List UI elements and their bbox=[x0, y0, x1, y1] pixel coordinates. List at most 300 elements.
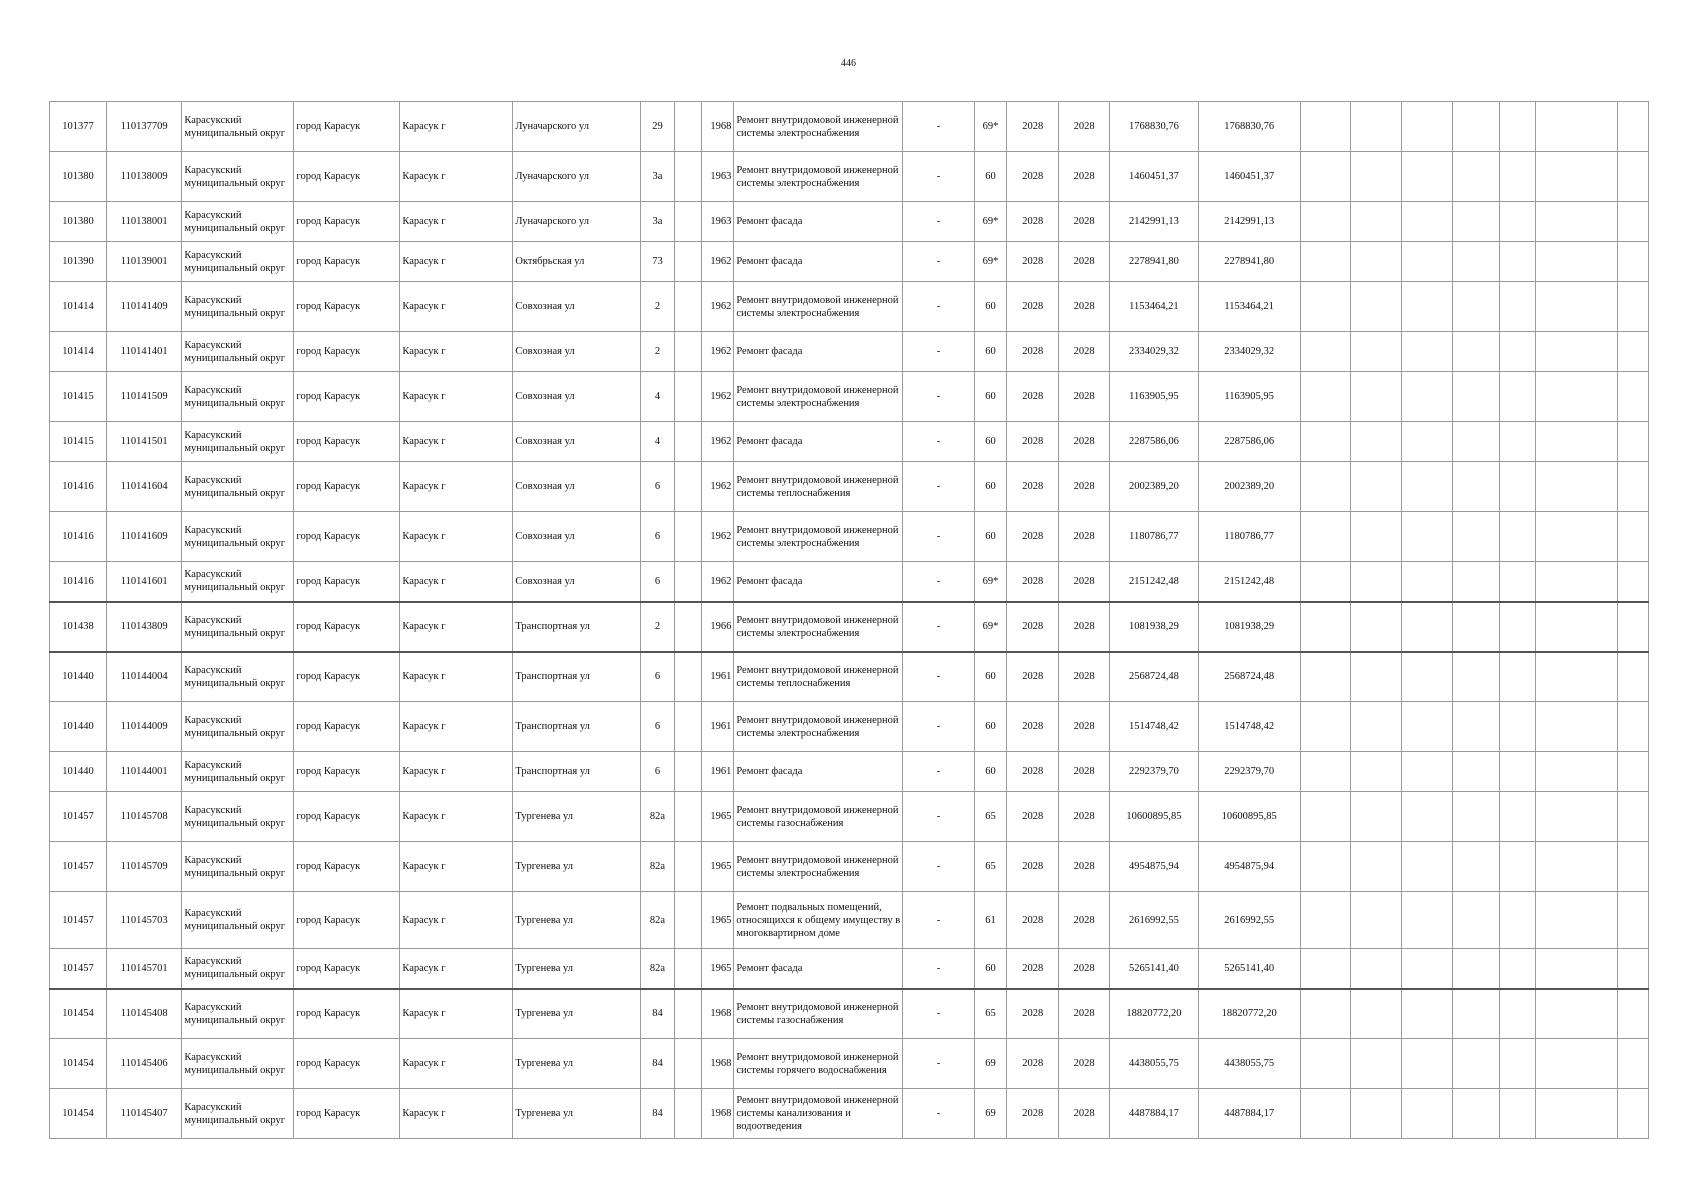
cell-empty bbox=[1535, 892, 1617, 949]
cell-empty bbox=[1535, 422, 1617, 462]
cell-work-type: Ремонт внутридомовой инженерной системы электроснабжения bbox=[734, 842, 903, 892]
table-row bbox=[50, 152, 1649, 202]
cell-empty bbox=[1535, 372, 1617, 422]
cell-empty bbox=[675, 702, 701, 752]
cell-empty bbox=[675, 842, 701, 892]
cell-empty bbox=[1618, 562, 1649, 602]
cell-empty bbox=[675, 892, 701, 949]
cell-empty bbox=[1351, 702, 1402, 752]
cell-settlement: город Карасук bbox=[294, 462, 400, 512]
cell-district: Карасукский муниципальный округ bbox=[182, 462, 294, 512]
cell-empty bbox=[1535, 512, 1617, 562]
cell-work-type: Ремонт внутридомовой инженерной системы теплоснабжения bbox=[734, 462, 903, 512]
cell-empty bbox=[1618, 892, 1649, 949]
cell-empty bbox=[1402, 282, 1453, 332]
cell-code: 110145708 bbox=[107, 792, 182, 842]
cell-year: 1965 bbox=[701, 949, 734, 989]
cell-house: 4 bbox=[640, 372, 675, 422]
cell-code: 110144004 bbox=[107, 652, 182, 702]
cell-empty bbox=[1351, 202, 1402, 242]
cell-work-type: Ремонт подвальных помещений, относящихся к общему имуществу в многоквартирном доме bbox=[734, 892, 903, 949]
cell-house: 84 bbox=[640, 989, 675, 1039]
cell-empty bbox=[1453, 422, 1500, 462]
cell-empty bbox=[675, 372, 701, 422]
cell-locality: Карасук г bbox=[400, 512, 513, 562]
cell-wear: 60 bbox=[974, 282, 1007, 332]
cell-work-type: Ремонт фасада bbox=[734, 242, 903, 282]
cell-code: 110141401 bbox=[107, 332, 182, 372]
cell-locality: Карасук г bbox=[400, 702, 513, 752]
cell-cost-total: 1514748,42 bbox=[1198, 702, 1300, 752]
cell-work-type: Ремонт фасада bbox=[734, 422, 903, 462]
cell-street: Тургенева ул bbox=[513, 792, 640, 842]
cell-empty bbox=[1351, 102, 1402, 152]
cell-locality: Карасук г bbox=[400, 332, 513, 372]
cell-house: 4 bbox=[640, 422, 675, 462]
cell-empty bbox=[1300, 332, 1351, 372]
cell-district: Карасукский муниципальный округ bbox=[182, 1089, 294, 1139]
cell-empty bbox=[1618, 989, 1649, 1039]
cell-street: Луначарского ул bbox=[513, 102, 640, 152]
cell-empty bbox=[1618, 372, 1649, 422]
table-row bbox=[50, 602, 1649, 652]
cell-dash: - bbox=[903, 949, 974, 989]
cell-locality: Карасук г bbox=[400, 842, 513, 892]
cell-code: 110137709 bbox=[107, 102, 182, 152]
cell-locality: Карасук г bbox=[400, 989, 513, 1039]
table-row bbox=[50, 792, 1649, 842]
cell-empty bbox=[1402, 892, 1453, 949]
cell-empty bbox=[1618, 242, 1649, 282]
cell-empty bbox=[1453, 282, 1500, 332]
cell-id: 101390 bbox=[50, 242, 107, 282]
cell-cost: 18820772,20 bbox=[1110, 989, 1199, 1039]
cell-year-end: 2028 bbox=[1059, 202, 1110, 242]
cell-empty bbox=[1500, 702, 1536, 752]
cell-empty bbox=[1500, 372, 1536, 422]
cell-empty bbox=[1402, 332, 1453, 372]
cell-empty bbox=[1402, 1039, 1453, 1089]
cell-year: 1962 bbox=[701, 282, 734, 332]
cell-locality: Карасук г bbox=[400, 752, 513, 792]
cell-work-type: Ремонт внутридомовой инженерной системы электроснабжения bbox=[734, 702, 903, 752]
cell-cost: 10600895,85 bbox=[1110, 792, 1199, 842]
cell-year: 1962 bbox=[701, 422, 734, 462]
cell-cost: 2151242,48 bbox=[1110, 562, 1199, 602]
cell-empty bbox=[1618, 602, 1649, 652]
cell-cost-total: 1180786,77 bbox=[1198, 512, 1300, 562]
cell-empty bbox=[675, 792, 701, 842]
cell-dash: - bbox=[903, 372, 974, 422]
cell-year-start: 2028 bbox=[1007, 1039, 1059, 1089]
cell-wear: 65 bbox=[974, 792, 1007, 842]
cell-empty bbox=[1300, 602, 1351, 652]
cell-street: Совхозная ул bbox=[513, 512, 640, 562]
cell-empty bbox=[1535, 1039, 1617, 1089]
cell-cost: 4487884,17 bbox=[1110, 1089, 1199, 1139]
cell-empty bbox=[1402, 102, 1453, 152]
cell-year-start: 2028 bbox=[1007, 102, 1059, 152]
cell-year-start: 2028 bbox=[1007, 792, 1059, 842]
table-row bbox=[50, 752, 1649, 792]
cell-year-end: 2028 bbox=[1059, 462, 1110, 512]
cell-cost-total: 1081938,29 bbox=[1198, 602, 1300, 652]
cell-id: 101380 bbox=[50, 152, 107, 202]
cell-empty bbox=[675, 989, 701, 1039]
cell-id: 101416 bbox=[50, 562, 107, 602]
cell-empty bbox=[1351, 242, 1402, 282]
cell-district: Карасукский муниципальный округ bbox=[182, 949, 294, 989]
cell-year-end: 2028 bbox=[1059, 1089, 1110, 1139]
cell-cost-total: 2151242,48 bbox=[1198, 562, 1300, 602]
cell-empty bbox=[1618, 792, 1649, 842]
cell-empty bbox=[1453, 562, 1500, 602]
cell-empty bbox=[1300, 792, 1351, 842]
cell-year-start: 2028 bbox=[1007, 949, 1059, 989]
cell-empty bbox=[1300, 892, 1351, 949]
cell-settlement: город Карасук bbox=[294, 1039, 400, 1089]
cell-year-end: 2028 bbox=[1059, 372, 1110, 422]
cell-work-type: Ремонт фасада bbox=[734, 562, 903, 602]
cell-id: 101454 bbox=[50, 989, 107, 1039]
table-row bbox=[50, 949, 1649, 989]
cell-code: 110141601 bbox=[107, 562, 182, 602]
cell-code: 110141409 bbox=[107, 282, 182, 332]
cell-code: 110144009 bbox=[107, 702, 182, 752]
cell-locality: Карасук г bbox=[400, 792, 513, 842]
cell-empty bbox=[1402, 372, 1453, 422]
cell-empty bbox=[1500, 1089, 1536, 1139]
cell-district: Карасукский муниципальный округ bbox=[182, 202, 294, 242]
cell-year: 1968 bbox=[701, 1039, 734, 1089]
cell-work-type: Ремонт внутридомовой инженерной системы электроснабжения bbox=[734, 102, 903, 152]
cell-empty bbox=[1453, 242, 1500, 282]
cell-cost-total: 2278941,80 bbox=[1198, 242, 1300, 282]
cell-empty bbox=[1351, 372, 1402, 422]
cell-year: 1962 bbox=[701, 462, 734, 512]
cell-district: Карасукский муниципальный округ bbox=[182, 562, 294, 602]
cell-district: Карасукский муниципальный округ bbox=[182, 652, 294, 702]
cell-empty bbox=[1351, 1039, 1402, 1089]
cell-code: 110141509 bbox=[107, 372, 182, 422]
cell-work-type: Ремонт фасада bbox=[734, 949, 903, 989]
cell-year: 1968 bbox=[701, 989, 734, 1039]
cell-settlement: город Карасук bbox=[294, 282, 400, 332]
cell-wear: 60 bbox=[974, 152, 1007, 202]
cell-empty bbox=[1300, 422, 1351, 462]
cell-cost: 1514748,42 bbox=[1110, 702, 1199, 752]
cell-locality: Карасук г bbox=[400, 1089, 513, 1139]
cell-empty bbox=[1618, 1039, 1649, 1089]
cell-empty bbox=[1402, 512, 1453, 562]
cell-cost-total: 1153464,21 bbox=[1198, 282, 1300, 332]
cell-empty bbox=[1300, 202, 1351, 242]
table-row bbox=[50, 1089, 1649, 1139]
cell-id: 101416 bbox=[50, 512, 107, 562]
cell-empty bbox=[1402, 602, 1453, 652]
cell-year: 1962 bbox=[701, 242, 734, 282]
cell-wear: 65 bbox=[974, 842, 1007, 892]
cell-empty bbox=[1402, 152, 1453, 202]
cell-wear: 69* bbox=[974, 602, 1007, 652]
cell-empty bbox=[1500, 242, 1536, 282]
cell-empty bbox=[1618, 102, 1649, 152]
cell-empty bbox=[1402, 1089, 1453, 1139]
cell-year-start: 2028 bbox=[1007, 702, 1059, 752]
table-row bbox=[50, 702, 1649, 752]
cell-code: 110141501 bbox=[107, 422, 182, 462]
cell-house: 82а bbox=[640, 842, 675, 892]
cell-house: 2 bbox=[640, 602, 675, 652]
cell-year-start: 2028 bbox=[1007, 372, 1059, 422]
cell-locality: Карасук г bbox=[400, 422, 513, 462]
cell-work-type: Ремонт внутридомовой инженерной системы электроснабжения bbox=[734, 512, 903, 562]
cell-empty bbox=[1402, 562, 1453, 602]
cell-house: 6 bbox=[640, 702, 675, 752]
cell-dash: - bbox=[903, 102, 974, 152]
cell-year-end: 2028 bbox=[1059, 602, 1110, 652]
cell-house: 3а bbox=[640, 152, 675, 202]
cell-year-end: 2028 bbox=[1059, 332, 1110, 372]
cell-year-end: 2028 bbox=[1059, 282, 1110, 332]
cell-year-start: 2028 bbox=[1007, 989, 1059, 1039]
cell-year: 1968 bbox=[701, 102, 734, 152]
table-row bbox=[50, 242, 1649, 282]
cell-empty bbox=[1535, 1089, 1617, 1139]
cell-wear: 60 bbox=[974, 422, 1007, 462]
cell-house: 29 bbox=[640, 102, 675, 152]
table-row bbox=[50, 1039, 1649, 1089]
cell-empty bbox=[1300, 1089, 1351, 1139]
cell-id: 101457 bbox=[50, 792, 107, 842]
cell-id: 101414 bbox=[50, 282, 107, 332]
cell-street: Тургенева ул bbox=[513, 842, 640, 892]
cell-empty bbox=[1402, 842, 1453, 892]
cell-code: 110145407 bbox=[107, 1089, 182, 1139]
cell-house: 6 bbox=[640, 652, 675, 702]
cell-dash: - bbox=[903, 462, 974, 512]
table-row bbox=[50, 562, 1649, 602]
cell-work-type: Ремонт внутридомовой инженерной системы электроснабжения bbox=[734, 602, 903, 652]
cell-cost: 2292379,70 bbox=[1110, 752, 1199, 792]
cell-empty bbox=[1453, 752, 1500, 792]
cell-empty bbox=[1618, 462, 1649, 512]
cell-street: Совхозная ул bbox=[513, 282, 640, 332]
cell-locality: Карасук г bbox=[400, 242, 513, 282]
table-row bbox=[50, 892, 1649, 949]
cell-empty bbox=[1500, 1039, 1536, 1089]
cell-year-start: 2028 bbox=[1007, 652, 1059, 702]
cell-cost: 1460451,37 bbox=[1110, 152, 1199, 202]
cell-cost-total: 1768830,76 bbox=[1198, 102, 1300, 152]
cell-wear: 69* bbox=[974, 202, 1007, 242]
cell-empty bbox=[675, 652, 701, 702]
cell-year: 1966 bbox=[701, 602, 734, 652]
cell-empty bbox=[1618, 1089, 1649, 1139]
cell-street: Луначарского ул bbox=[513, 202, 640, 242]
cell-year-end: 2028 bbox=[1059, 792, 1110, 842]
cell-work-type: Ремонт фасада bbox=[734, 752, 903, 792]
cell-empty bbox=[1453, 512, 1500, 562]
cell-empty bbox=[1300, 152, 1351, 202]
cell-wear: 60 bbox=[974, 512, 1007, 562]
cell-year-end: 2028 bbox=[1059, 102, 1110, 152]
cell-year-start: 2028 bbox=[1007, 562, 1059, 602]
cell-empty bbox=[1500, 989, 1536, 1039]
cell-settlement: город Карасук bbox=[294, 842, 400, 892]
cell-empty bbox=[1300, 842, 1351, 892]
cell-empty bbox=[1453, 1039, 1500, 1089]
cell-empty bbox=[675, 282, 701, 332]
cell-empty bbox=[1535, 202, 1617, 242]
cell-dash: - bbox=[903, 792, 974, 842]
cell-empty bbox=[1618, 512, 1649, 562]
cell-locality: Карасук г bbox=[400, 562, 513, 602]
cell-district: Карасукский муниципальный округ bbox=[182, 422, 294, 462]
cell-empty bbox=[1351, 462, 1402, 512]
cell-id: 101416 bbox=[50, 462, 107, 512]
cell-year-start: 2028 bbox=[1007, 602, 1059, 652]
cell-house: 82а bbox=[640, 949, 675, 989]
cell-wear: 69* bbox=[974, 562, 1007, 602]
cell-cost: 2142991,13 bbox=[1110, 202, 1199, 242]
cell-district: Карасукский муниципальный округ bbox=[182, 242, 294, 282]
cell-year-start: 2028 bbox=[1007, 202, 1059, 242]
cell-empty bbox=[1535, 282, 1617, 332]
cell-code: 110144001 bbox=[107, 752, 182, 792]
cell-empty bbox=[1351, 152, 1402, 202]
cell-code: 110145703 bbox=[107, 892, 182, 949]
cell-id: 101457 bbox=[50, 949, 107, 989]
cell-empty bbox=[1500, 752, 1536, 792]
cell-work-type: Ремонт внутридомовой инженерной системы электроснабжения bbox=[734, 152, 903, 202]
cell-empty bbox=[675, 102, 701, 152]
cell-street: Октябрьская ул bbox=[513, 242, 640, 282]
cell-empty bbox=[1500, 949, 1536, 989]
cell-dash: - bbox=[903, 652, 974, 702]
cell-empty bbox=[1351, 752, 1402, 792]
cell-empty bbox=[1351, 652, 1402, 702]
cell-empty bbox=[1500, 422, 1536, 462]
cell-empty bbox=[1351, 949, 1402, 989]
cell-empty bbox=[1300, 1039, 1351, 1089]
cell-cost: 5265141,40 bbox=[1110, 949, 1199, 989]
cell-code: 110145406 bbox=[107, 1039, 182, 1089]
cell-street: Транспортная ул bbox=[513, 652, 640, 702]
cell-year: 1961 bbox=[701, 702, 734, 752]
cell-locality: Карасук г bbox=[400, 949, 513, 989]
cell-empty bbox=[1300, 752, 1351, 792]
table-row bbox=[50, 652, 1649, 702]
cell-year-start: 2028 bbox=[1007, 152, 1059, 202]
cell-wear: 69* bbox=[974, 102, 1007, 152]
cell-empty bbox=[1453, 462, 1500, 512]
cell-district: Карасукский муниципальный округ bbox=[182, 702, 294, 752]
cell-house: 82а bbox=[640, 892, 675, 949]
cell-year: 1962 bbox=[701, 372, 734, 422]
cell-district: Карасукский муниципальный округ bbox=[182, 989, 294, 1039]
cell-dash: - bbox=[903, 512, 974, 562]
table-row bbox=[50, 102, 1649, 152]
cell-cost: 2287586,06 bbox=[1110, 422, 1199, 462]
cell-empty bbox=[675, 752, 701, 792]
cell-year-end: 2028 bbox=[1059, 989, 1110, 1039]
cell-settlement: город Карасук bbox=[294, 949, 400, 989]
cell-empty bbox=[1300, 949, 1351, 989]
cell-house: 2 bbox=[640, 282, 675, 332]
cell-year: 1968 bbox=[701, 1089, 734, 1139]
cell-year-end: 2028 bbox=[1059, 242, 1110, 282]
cell-street: Тургенева ул bbox=[513, 949, 640, 989]
cell-street: Тургенева ул bbox=[513, 1039, 640, 1089]
cell-empty bbox=[1500, 842, 1536, 892]
cell-house: 84 bbox=[640, 1039, 675, 1089]
cell-empty bbox=[675, 602, 701, 652]
cell-empty bbox=[1453, 949, 1500, 989]
cell-year-start: 2028 bbox=[1007, 422, 1059, 462]
cell-settlement: город Карасук bbox=[294, 102, 400, 152]
cell-district: Карасукский муниципальный округ bbox=[182, 152, 294, 202]
table-row bbox=[50, 202, 1649, 242]
cell-work-type: Ремонт внутридомовой инженерной системы электроснабжения bbox=[734, 372, 903, 422]
cell-district: Карасукский муниципальный округ bbox=[182, 282, 294, 332]
cell-settlement: город Карасук bbox=[294, 602, 400, 652]
cell-empty bbox=[1535, 602, 1617, 652]
cell-settlement: город Карасук bbox=[294, 652, 400, 702]
cell-code: 110139001 bbox=[107, 242, 182, 282]
cell-settlement: город Карасук bbox=[294, 422, 400, 462]
cell-empty bbox=[1453, 202, 1500, 242]
cell-empty bbox=[1500, 102, 1536, 152]
cell-empty bbox=[1618, 752, 1649, 792]
cell-empty bbox=[1618, 332, 1649, 372]
cell-house: 82а bbox=[640, 792, 675, 842]
cell-cost-total: 1460451,37 bbox=[1198, 152, 1300, 202]
cell-locality: Карасук г bbox=[400, 372, 513, 422]
cell-settlement: город Карасук bbox=[294, 1089, 400, 1139]
cell-empty bbox=[1300, 562, 1351, 602]
cell-year: 1962 bbox=[701, 332, 734, 372]
cell-cost-total: 2002389,20 bbox=[1198, 462, 1300, 512]
cell-dash: - bbox=[903, 892, 974, 949]
cell-house: 6 bbox=[640, 462, 675, 512]
cell-empty bbox=[1402, 989, 1453, 1039]
cell-code: 110138009 bbox=[107, 152, 182, 202]
cell-code: 110141604 bbox=[107, 462, 182, 512]
cell-locality: Карасук г bbox=[400, 282, 513, 332]
cell-id: 101457 bbox=[50, 842, 107, 892]
cell-empty bbox=[1535, 842, 1617, 892]
cell-empty bbox=[675, 152, 701, 202]
table-row bbox=[50, 462, 1649, 512]
cell-empty bbox=[1453, 842, 1500, 892]
cell-empty bbox=[675, 332, 701, 372]
cell-settlement: город Карасук bbox=[294, 752, 400, 792]
cell-cost-total: 2142991,13 bbox=[1198, 202, 1300, 242]
cell-empty bbox=[1402, 462, 1453, 512]
cell-street: Луначарского ул bbox=[513, 152, 640, 202]
cell-empty bbox=[1535, 949, 1617, 989]
cell-year: 1965 bbox=[701, 792, 734, 842]
cell-locality: Карасук г bbox=[400, 602, 513, 652]
cell-house: 84 bbox=[640, 1089, 675, 1139]
cell-district: Карасукский муниципальный округ bbox=[182, 842, 294, 892]
cell-empty bbox=[1500, 462, 1536, 512]
cell-empty bbox=[1300, 512, 1351, 562]
cell-work-type: Ремонт внутридомовой инженерной системы электроснабжения bbox=[734, 282, 903, 332]
cell-wear: 60 bbox=[974, 702, 1007, 752]
cell-year: 1963 bbox=[701, 202, 734, 242]
